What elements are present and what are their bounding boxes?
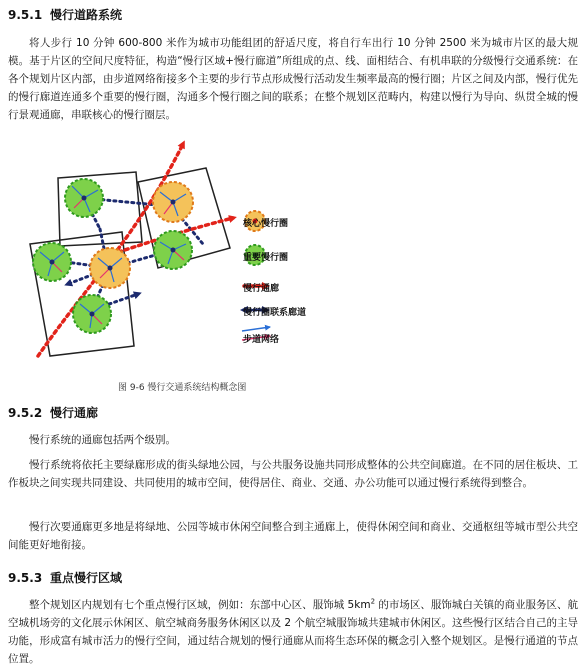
legend-main-corridor: 慢行通廊 <box>243 284 280 294</box>
paragraph: 将人步行 10 分钟 600-800 米作为城市功能组团的舒适尺度，将自行车出行 10 分钟 2500 米为城市片区的最大规模。基于片区的空间尺度特征，构造“慢行区域+慢行廊道”所组成的点、线、面相结合、有机串联的分级慢行交通系统：在各个规划片区内部，由步道网络衔接多个主要的步行节点形成慢行活动发生频率最高的慢行圈；片区之间及内部，慢行优先的慢行廊道连通多个重要的慢行圈，沟通多个慢行圈之间的联系；在整个规划区范畴内，构建以慢行为导向、纵贯全城的慢行景观通廊，串联核心的慢行圈层。 <box>8 37 578 121</box>
paragraph: 慢行系统的通廊包括两个级别。 <box>29 434 176 446</box>
paragraph: 慢行次要通廊更多地是将绿地、公园等城市休闲空间整合到主通廊上，使得休闲空间和商业、交通枢纽等城市型公共空间能更好地衔接。 <box>8 521 578 551</box>
section-heading-9-5-1 <box>8 6 122 23</box>
section-title: 重点慢行区域 <box>50 571 123 585</box>
legend-walking-network: 步道网络 <box>243 335 280 345</box>
superscript: 2 <box>370 597 376 606</box>
section-number: 9.5.2 <box>8 406 43 420</box>
section-number: 9.5.3 <box>8 571 43 585</box>
paragraph-text: 整个规划区内规划有七个重点慢行区域，例如：东部中心区、服饰城 5km <box>29 599 371 611</box>
figure-caption: 图 9-6 慢行交通系统结构概念图 <box>118 383 247 393</box>
legend-link-corridor: 慢行圈联系廊道 <box>243 308 307 318</box>
paragraph-text: 的市场区、服饰城白关镇的商业服务区、航空城机场旁的文化展示休闲区、航空城商务服务休闲区以及 2 个航空城服饰城共建城市休闲区。这些慢行区结合自己的主导功能，形成富有城市活力的慢行空间，通过结合规划的慢行通廊从而将生态环保的概念引入整个规划区。是慢行通道的节点位置。 <box>8 599 579 665</box>
section-title: 慢行道路系统 <box>50 8 123 22</box>
section-heading-9-5-3 <box>8 569 122 586</box>
section-heading-9-5-2 <box>8 404 98 421</box>
section-title: 慢行通廊 <box>50 406 99 420</box>
legend-core-circle: 核心慢行圈 <box>243 219 289 229</box>
slow-circles <box>33 179 193 333</box>
paragraph <box>8 596 578 668</box>
legend-symbols <box>242 211 270 340</box>
section-number: 9.5.1 <box>8 8 43 22</box>
legend-important-circle: 重要慢行圈 <box>243 253 289 263</box>
paragraph: 慢行系统将依托主要绿廊形成的街头绿地公园，与公共服务设施共同形成整体的公共空间廊道。在不同的居住板块、工作板块之间实现共同建设、共同使用的城市空间，使得居住、商业、交通、办公功能可以通过慢行系统得到整合。 <box>8 459 578 489</box>
slow-traffic-structure-diagram <box>18 134 348 374</box>
